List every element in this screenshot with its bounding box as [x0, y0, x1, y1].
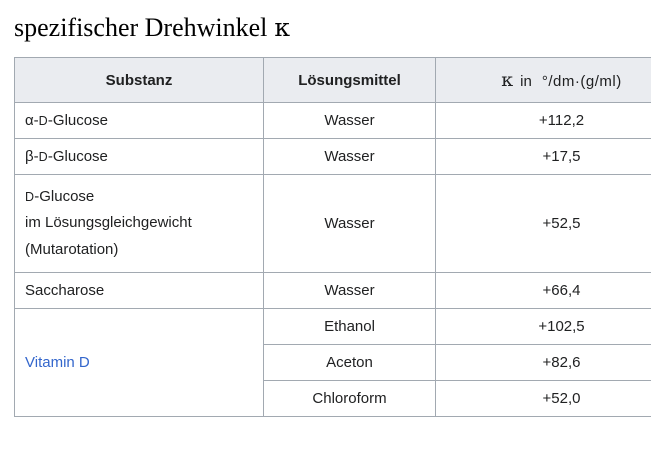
page-title-text: spezifischer Drehwinkel	[14, 13, 268, 42]
table-row	[15, 308, 651, 344]
substance-smallcap: D	[38, 114, 48, 129]
cell-value: +17,5	[436, 139, 651, 175]
cell-solvent: Wasser	[264, 272, 436, 308]
cell-value: +82,6	[436, 344, 651, 380]
substance-prefix: α-	[25, 112, 39, 130]
cell-solvent: Ethanol	[264, 308, 436, 344]
table-header	[15, 58, 651, 103]
cell-solvent: Aceton	[264, 344, 436, 380]
cell-value: +112,2	[436, 103, 651, 139]
specific-rotation-table	[14, 57, 651, 417]
column-header-substance: Substanz	[15, 58, 264, 103]
header-in-label: in	[520, 73, 532, 91]
cell-solvent: Wasser	[264, 103, 436, 139]
kappa-symbol-header: κ	[501, 69, 514, 92]
cell-substance	[15, 103, 264, 139]
cell-substance	[15, 139, 264, 175]
column-header-solvent: Lösungsmittel	[264, 58, 436, 103]
substance-line-2: im Lösungsgleichgewicht	[25, 214, 192, 232]
substance-suffix: -Glucose	[47, 148, 108, 166]
substance-prefix: β-	[25, 148, 39, 166]
table-body	[15, 103, 651, 417]
cell-value: +66,4	[436, 272, 651, 308]
table-row	[15, 103, 651, 139]
cell-solvent: Wasser	[264, 139, 436, 175]
substance-suffix: -Glucose	[47, 112, 108, 130]
cell-solvent: Chloroform	[264, 380, 436, 416]
cell-substance: Saccharose	[15, 272, 264, 308]
substance-line-1	[25, 184, 253, 210]
column-header-value	[436, 58, 651, 103]
page-title	[0, 0, 651, 43]
cell-substance	[15, 308, 264, 416]
cell-value: +52,0	[436, 380, 651, 416]
substance-line-3: (Mutarotation)	[25, 240, 119, 258]
table-row	[15, 175, 651, 273]
cell-substance	[15, 175, 264, 273]
kappa-symbol: κ	[274, 13, 291, 42]
vitamin-d-link[interactable]: Vitamin D	[25, 353, 90, 371]
substance-smallcap: D	[25, 190, 35, 205]
substance-suffix: -Glucose	[34, 188, 95, 206]
table-header-row	[15, 58, 651, 103]
cell-value: +52,5	[436, 175, 651, 273]
table-row	[15, 272, 651, 308]
cell-solvent: Wasser	[264, 175, 436, 273]
header-unit-label: °/dm·(g/ml)	[541, 73, 622, 91]
cell-value: +102,5	[436, 308, 651, 344]
table-row	[15, 139, 651, 175]
substance-smallcap: D	[38, 150, 48, 165]
